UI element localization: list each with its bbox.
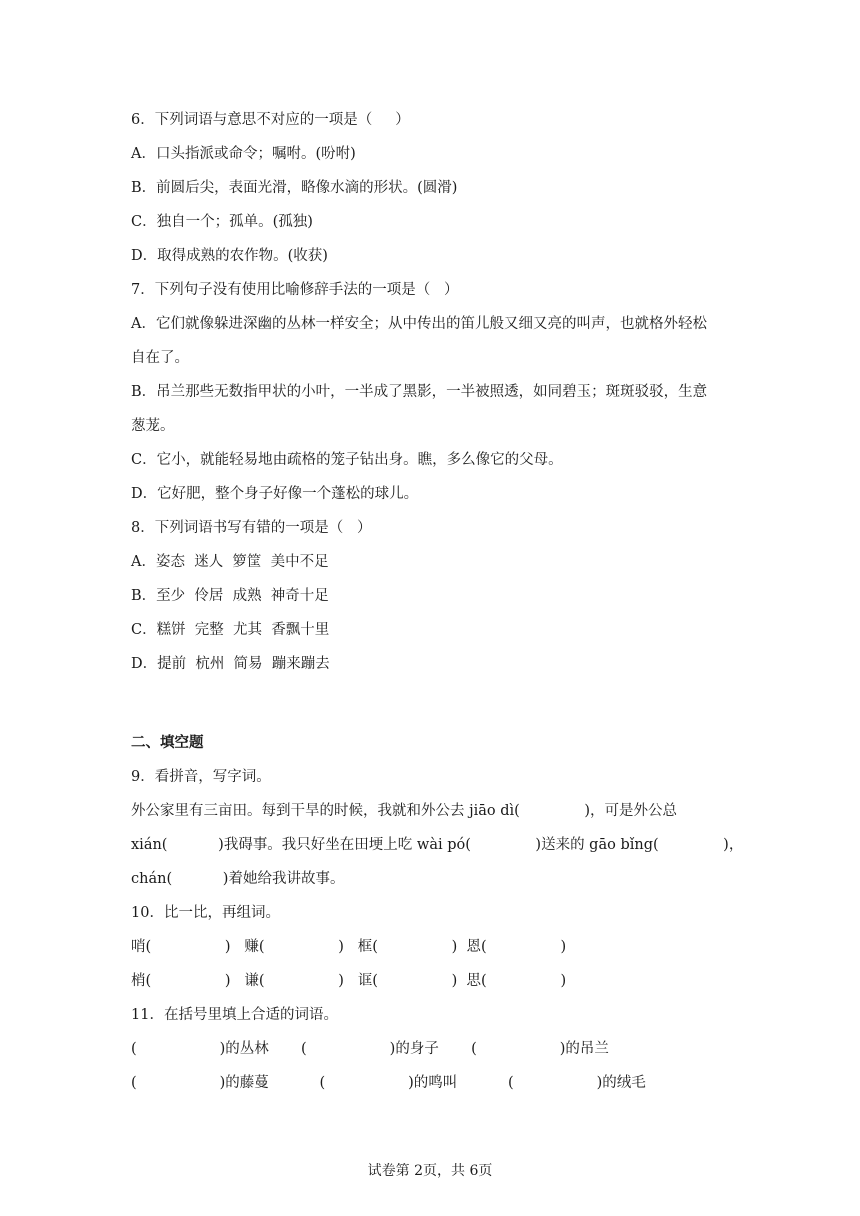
- line-q9-p2: xián( )我碍事。我只好坐在田埂上吃 wài pó( )送来的 gāo bǐng( )，: [131, 837, 744, 853]
- line-q6-c: C．独自一个；孤单。(孤独): [131, 214, 313, 230]
- line-q9-p1: 外公家里有三亩田。每到干旱的时候，我就和外公去 jiāo dì( )，可是外公总: [131, 803, 677, 819]
- page-footer: 试卷第 2页，共 6页: [367, 1163, 493, 1179]
- line-q11-row1: ( )的丛林 ( )的身子 ( )的吊兰: [131, 1041, 609, 1057]
- line-q8-a: A．姿态 迷人 箩筐 美中不足: [131, 554, 329, 570]
- line-q8-d: D．提前 杭州 简易 蹦来蹦去: [131, 656, 330, 672]
- line-q10: 10．比一比，再组词。: [131, 905, 280, 921]
- line-q6-a: A．口头指派或命令；嘱咐。(吩咐): [131, 146, 356, 162]
- line-q7-a2: 自在了。: [131, 350, 189, 366]
- line-q7-d: D．它好肥，整个身子好像一个蓬松的球儿。: [131, 486, 419, 502]
- line-q8: 8．下列词语书写有错的一项是（ ）: [131, 520, 372, 536]
- line-q11: 11．在括号里填上合适的词语。: [131, 1007, 338, 1023]
- line-q7-c: C．它小，就能轻易地由疏格的笼子钻出身。瞧，多么像它的父母。: [131, 452, 563, 468]
- line-q10-row1: 哨( ) 赚( ) 框( ) 恩( ): [131, 939, 567, 955]
- line-q6: 6．下列词语与意思不对应的一项是（ ）: [131, 112, 410, 128]
- line-q6-d: D．取得成熟的农作物。(收获): [131, 248, 328, 264]
- line-q8-c: C．糕饼 完整 尤其 香飘十里: [131, 622, 330, 638]
- line-q8-b: B．至少 伶居 成熟 神奇十足: [131, 588, 329, 604]
- line-q10-row2: 梢( ) 谦( ) 诓( ) 思( ): [131, 973, 567, 989]
- line-q11-row2: ( )的藤蔓 ( )的鸣叫 ( )的绒毛: [131, 1075, 646, 1091]
- section-heading: 二、填空题: [131, 735, 204, 751]
- line-q6-b: B．前圆后尖，表面光滑，略像水滴的形状。(圆滑): [131, 180, 458, 196]
- line-q7-a1: A．它们就像躲进深幽的丛林一样安全；从中传出的笛儿般又细又亮的叫声，也就格外轻松: [131, 316, 707, 332]
- line-q7-b2: 葱茏。: [131, 418, 175, 434]
- line-q9: 9．看拼音，写字词。: [131, 769, 271, 785]
- line-q9-p3: chán( )着她给我讲故事。: [131, 871, 345, 887]
- line-q7-b1: B．吊兰那些无数指甲状的小叶，一半成了黑影，一半被照透，如同碧玉；斑斑驳驳，生意: [131, 384, 708, 400]
- line-q7: 7．下列句子没有使用比喻修辞手法的一项是（ ）: [131, 282, 459, 298]
